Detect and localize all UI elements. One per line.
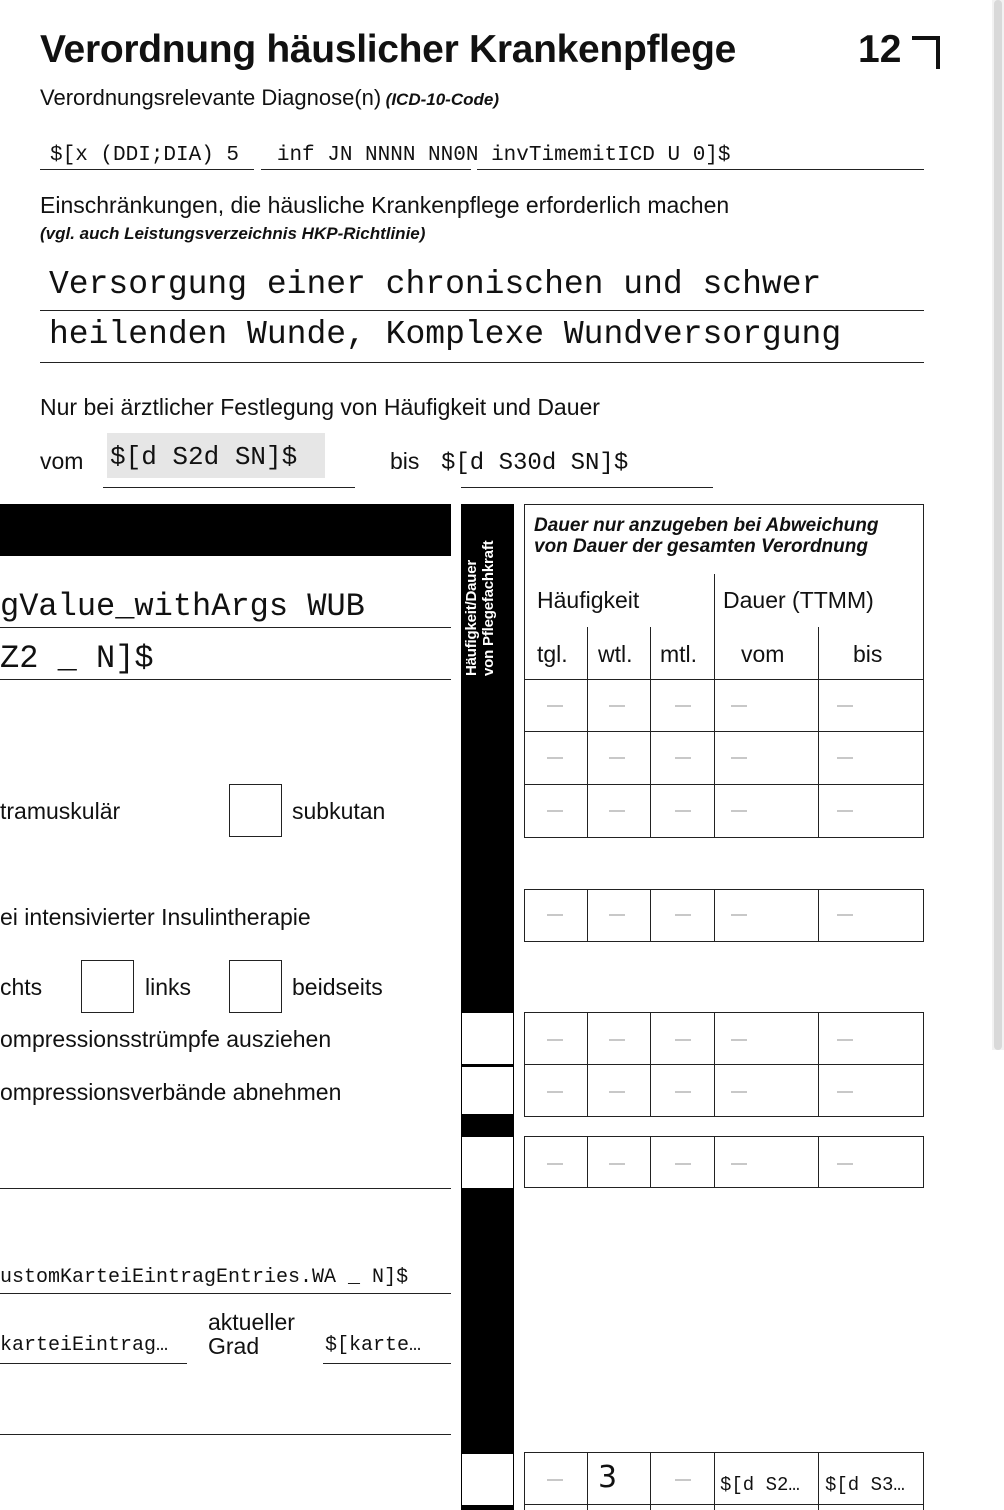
header-divider-group (714, 574, 715, 680)
grad-label (208, 1310, 295, 1358)
empty-cell-dash (731, 757, 747, 759)
kartei-eintrag-underline (0, 1363, 187, 1364)
empty-cell-dash (609, 1039, 625, 1041)
group-frequency: Häufigkeit (537, 587, 640, 613)
empty-cell-dash (547, 1039, 563, 1041)
empty-cell-dash (837, 1091, 853, 1093)
col-divider (587, 1452, 588, 1510)
grad-label-line-2: Grad (208, 1333, 260, 1359)
arg-underline-1 (0, 627, 451, 628)
side-rechts: chts (0, 974, 43, 1000)
links-checkbox[interactable] (81, 960, 134, 1013)
col-divider (714, 1136, 715, 1188)
col-wtl: wtl. (598, 641, 633, 667)
col-divider (818, 1452, 819, 1510)
row-checkbox-4[interactable] (462, 1454, 513, 1505)
header-divider-3 (818, 627, 819, 680)
last-row-vom-value[interactable]: $[d S2… (720, 1474, 800, 1496)
empty-cell-dash (837, 1163, 853, 1165)
side-links: links (145, 974, 192, 1000)
empty-cell-dash (837, 1039, 853, 1041)
col-divider (818, 1012, 819, 1117)
option-subkutan: subkutan (292, 798, 386, 824)
from-date-field[interactable]: $[d S2d SN]$ (107, 433, 325, 478)
empty-cell-dash (609, 1163, 625, 1165)
table-note-line-2: von Dauer der gesamten Verordnung (534, 536, 868, 557)
col-divider (587, 1136, 588, 1188)
beidseits-checkbox[interactable] (229, 960, 282, 1013)
kompression-verbaende: ompressionsverbände abnehmen (0, 1079, 342, 1105)
col-divider (714, 1012, 715, 1117)
col-divider (714, 1452, 715, 1510)
row-divider (524, 1504, 924, 1505)
col-divider (587, 679, 588, 838)
col-divider (650, 1012, 651, 1117)
vertical-header-line-2: von Pflegefachkraft (480, 540, 497, 676)
empty-cell-dash (837, 705, 853, 707)
empty-cell-dash (731, 705, 747, 707)
col-divider (714, 679, 715, 838)
row-checkbox-1[interactable] (462, 1013, 513, 1064)
from-label: vom (40, 448, 84, 474)
col-divider (650, 679, 651, 838)
col-divider (818, 889, 819, 942)
insulin-text: ei intensivierter Insulintherapie (0, 904, 311, 930)
col-mtl: mtl. (660, 641, 698, 667)
empty-cell-dash (731, 1163, 747, 1165)
from-underline (103, 487, 355, 488)
scrollbar-thumb[interactable] (994, 0, 1002, 1050)
col-vom: vom (741, 641, 785, 667)
empty-cell-dash (609, 810, 625, 812)
subkutan-checkbox[interactable] (229, 784, 282, 837)
corner-mark (912, 36, 940, 69)
empty-cell-dash (609, 705, 625, 707)
empty-cell-dash (547, 914, 563, 916)
empty-cell-dash (547, 757, 563, 759)
empty-cell-dash (731, 1091, 747, 1093)
option-intramuskulaer: tramuskulär (0, 798, 121, 824)
diagnosis-underline-3 (477, 169, 924, 170)
table-block-1 (524, 679, 924, 838)
empty-cell-dash (547, 1091, 563, 1093)
empty-cell-dash (837, 757, 853, 759)
section-divider-1 (0, 1188, 451, 1189)
last-row-wtl-value[interactable]: 3 (598, 1460, 618, 1495)
col-divider (650, 1452, 651, 1510)
diagnosis-field[interactable]: $[x (DDI;DIA) 5 inf JN NNNN NN0N invTimemitICD U 0]$ (50, 144, 731, 167)
restrictions-underline-1 (40, 310, 924, 311)
empty-cell-dash (731, 1039, 747, 1041)
row-checkbox-3[interactable] (462, 1137, 513, 1188)
table-row (524, 889, 924, 942)
empty-cell-dash (675, 1039, 691, 1041)
col-tgl: tgl. (537, 641, 568, 667)
empty-cell-dash (675, 1479, 691, 1481)
diagnosis-underline-2 (261, 169, 471, 170)
empty-cell-dash (609, 1091, 625, 1093)
empty-cell-dash (675, 757, 691, 759)
to-label: bis (390, 448, 420, 474)
grad-underline (323, 1363, 451, 1364)
empty-cell-dash (731, 810, 747, 812)
empty-cell-dash (675, 705, 691, 707)
col-divider (818, 679, 819, 838)
col-divider (650, 889, 651, 942)
section-divider-2 (0, 1434, 451, 1435)
empty-cell-dash (547, 1479, 563, 1481)
period-note: Nur bei ärztlicher Festlegung von Häufigkeit und Dauer (40, 394, 600, 420)
empty-cell-dash (731, 914, 747, 916)
arg-underline-2 (0, 679, 451, 680)
diagnosis-underline-1 (40, 169, 254, 170)
header-divider-2 (650, 627, 651, 680)
row-divider (524, 731, 924, 732)
kartei-eintrag-field[interactable]: karteiEintrag… (0, 1334, 169, 1357)
table-note (534, 515, 879, 557)
row-divider (524, 784, 924, 785)
kartei-underline (0, 1293, 451, 1294)
kartei-entries-field[interactable]: ustomKarteiEintragEntries.WA _ N]$ (0, 1266, 409, 1289)
group-duration: Dauer (TTMM) (723, 587, 874, 613)
col-divider (587, 1012, 588, 1117)
side-beidseits: beidseits (292, 974, 383, 1000)
last-row-bis-value[interactable]: $[d S3… (825, 1474, 905, 1496)
vertical-header-line-1: Häufigkeit/Dauer (463, 560, 480, 676)
diagnosis-hint: (ICD-10-Code) (385, 90, 500, 109)
restrictions-line-2[interactable]: heilenden Wunde, Komplexe Wundversorgung (49, 316, 842, 353)
arg-line-2[interactable]: Z2 _ N]$ (0, 640, 154, 677)
empty-cell-dash (675, 1163, 691, 1165)
col-divider (818, 1136, 819, 1188)
empty-cell-dash (609, 757, 625, 759)
restrictions-underline-2 (40, 362, 924, 363)
diagnosis-label-row (40, 85, 499, 111)
header-divider-1 (587, 627, 588, 680)
table-row (524, 1136, 924, 1188)
restrictions-line-1[interactable]: Versorgung einer chronischen und schwer (49, 266, 822, 303)
col-bis: bis (853, 641, 883, 667)
empty-cell-dash (837, 914, 853, 916)
row-checkbox-2[interactable] (462, 1067, 513, 1114)
empty-cell-dash (837, 810, 853, 812)
arg-line-1[interactable]: gValue_withArgs WUB (0, 588, 365, 625)
empty-cell-dash (675, 810, 691, 812)
form-number: 12 (858, 28, 902, 71)
grad-label-line-1: aktueller (208, 1309, 295, 1335)
form-title: Verordnung häuslicher Krankenpflege (40, 28, 736, 71)
empty-cell-dash (675, 1091, 691, 1093)
col-divider (650, 1136, 651, 1188)
empty-cell-dash (547, 705, 563, 707)
empty-cell-dash (609, 914, 625, 916)
row-divider (524, 1064, 924, 1065)
kompression-struempfe: ompressionsstrümpfe ausziehen (0, 1026, 332, 1052)
col-divider (714, 889, 715, 942)
section-header-bar (0, 504, 451, 556)
col-divider (587, 889, 588, 942)
empty-cell-dash (547, 810, 563, 812)
restrictions-hint: (vgl. auch Leistungsverzeichnis HKP-Richtlinie) (40, 224, 426, 243)
diagnosis-label: Verordnungsrelevante Diagnose(n) (40, 85, 382, 110)
to-underline (461, 487, 713, 488)
table-note-line-1: Dauer nur anzugeben bei Abweichung (534, 515, 879, 536)
empty-cell-dash (547, 1163, 563, 1165)
grad-value-field[interactable]: $[karte… (325, 1334, 422, 1357)
vertical-header (463, 506, 513, 676)
restrictions-label: Einschränkungen, die häusliche Krankenpflege erforderlich machen (40, 192, 730, 218)
empty-cell-dash (675, 914, 691, 916)
to-date-field[interactable]: $[d S30d SN]$ (441, 450, 629, 477)
